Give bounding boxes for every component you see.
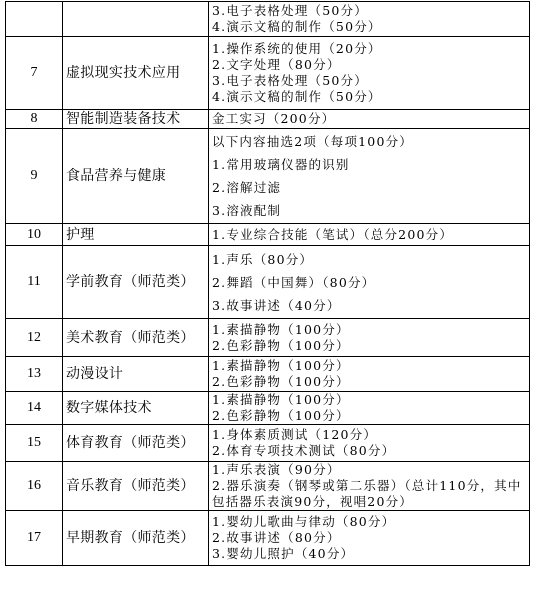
table-row	[6, 37, 530, 110]
subject-name: 虚拟现实技术应用	[63, 37, 209, 110]
content-line: 2.色彩静物（100分）	[212, 337, 350, 353]
row-number: 8	[6, 110, 63, 129]
content-line: 1.素描静物（100分）	[212, 358, 350, 373]
content-line: 1.身体素质测试（120分）	[212, 427, 378, 442]
content-line: 1.操作系统的使用（20分）	[212, 41, 382, 56]
subject-name: 动漫设计	[63, 357, 209, 392]
subject-name: 早期教育（师范类）	[63, 511, 209, 566]
content-line: 2.舞蹈（中国舞）（80分）	[212, 274, 376, 290]
exam-content	[209, 129, 530, 224]
table-row	[6, 425, 530, 462]
content-line: 2.文字处理（80分）	[212, 57, 341, 72]
content-line: 1.素描静物（100分）	[212, 321, 350, 337]
subject-name	[63, 2, 209, 37]
content-line: 1.专业综合技能（笔试）（总分200分）	[212, 226, 454, 242]
row-number: 11	[6, 246, 63, 319]
row-number: 14	[6, 392, 63, 425]
content-line: 2.器乐演奏（钢琴或第二乐器）（总计110分，其中包括器乐表演90分，视唱20分）	[212, 478, 522, 509]
table-row	[6, 319, 530, 357]
exam-content	[209, 462, 530, 511]
exam-content	[209, 392, 530, 425]
content-line: 3.婴幼儿照护（40分）	[212, 546, 355, 561]
content-line: 3.故事讲述（40分）	[212, 297, 341, 313]
content-line: 2.色彩静物（100分）	[212, 374, 350, 389]
content-line: 3.溶液配制	[212, 203, 282, 218]
exam-content	[209, 511, 530, 566]
row-number: 16	[6, 462, 63, 511]
subject-name: 美术教育（师范类）	[63, 319, 209, 357]
content-line: 2.色彩静物（100分）	[212, 408, 350, 423]
content-line: 1.声乐表演（90分）	[212, 462, 341, 477]
subject-name: 体育教育（师范类）	[63, 425, 209, 462]
content-line: 1.婴幼儿歌曲与律动（80分）	[212, 514, 396, 529]
exam-content	[209, 2, 530, 37]
table-row	[6, 110, 530, 129]
content-line: 4.演示文稿的制作（50分）	[212, 19, 382, 34]
content-line: 1.素描静物（100分）	[212, 392, 350, 407]
exam-content	[209, 110, 530, 129]
subject-name: 学前教育（师范类）	[63, 246, 209, 319]
row-number: 17	[6, 511, 63, 566]
content-line: 4.演示文稿的制作（50分）	[212, 89, 382, 104]
content-line: 1.常用玻璃仪器的识别	[212, 157, 350, 172]
content-line: 以下内容抽选2项（每项100分）	[212, 134, 414, 149]
table-row	[6, 129, 530, 224]
subject-name: 音乐教育（师范类）	[63, 462, 209, 511]
table-row	[6, 2, 530, 37]
row-number: 15	[6, 425, 63, 462]
table-row	[6, 246, 530, 319]
exam-content	[209, 246, 530, 319]
exam-content	[209, 357, 530, 392]
exam-content	[209, 425, 530, 462]
table-body	[6, 2, 530, 566]
table-row	[6, 357, 530, 392]
content-line: 3.电子表格处理（50分）	[212, 73, 368, 88]
row-number	[6, 2, 63, 37]
row-number: 12	[6, 319, 63, 357]
exam-content	[209, 37, 530, 110]
subject-name: 食品营养与健康	[63, 129, 209, 224]
table-row	[6, 224, 530, 246]
exam-content	[209, 319, 530, 357]
content-line: 2.体育专项技术测试（80分）	[212, 443, 396, 458]
subject-name: 智能制造装备技术	[63, 110, 209, 129]
content-line: 2.故事讲述（80分）	[212, 530, 341, 545]
table-row	[6, 462, 530, 511]
row-number: 13	[6, 357, 63, 392]
table-row	[6, 392, 530, 425]
content-line: 3.电子表格处理（50分）	[212, 3, 368, 18]
content-line: 2.溶解过滤	[212, 180, 282, 195]
content-line: 金工实习（200分）	[212, 111, 336, 126]
subject-name: 数字媒体技术	[63, 392, 209, 425]
subject-name: 护理	[63, 224, 209, 246]
row-number: 9	[6, 129, 63, 224]
exam-content	[209, 224, 530, 246]
content-line: 1.声乐（80分）	[212, 251, 314, 267]
row-number: 7	[6, 37, 63, 110]
score-table	[5, 1, 530, 566]
table-row	[6, 511, 530, 566]
row-number: 10	[6, 224, 63, 246]
